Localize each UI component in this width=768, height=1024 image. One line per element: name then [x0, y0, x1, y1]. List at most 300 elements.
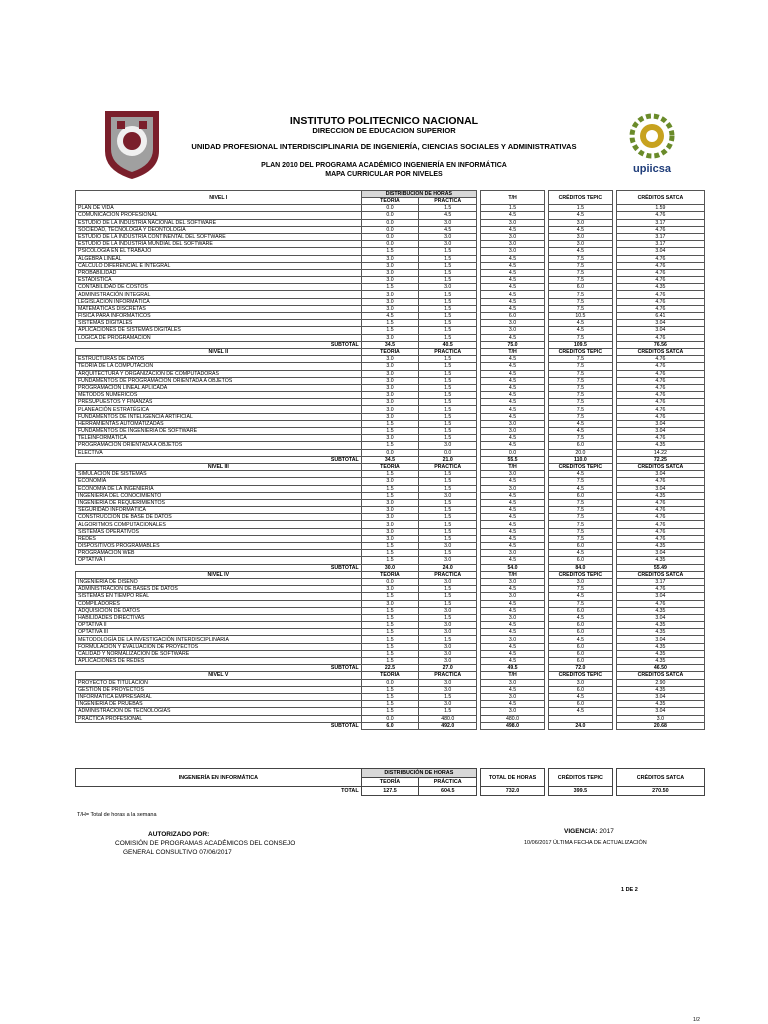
th-value: 3.0	[481, 219, 545, 226]
table-row	[76, 413, 705, 420]
subject-name: TEORÍA DE LA COMPUTACIÓN	[76, 363, 362, 370]
table-row	[76, 528, 705, 535]
subject-name: INGENIERÍA DEL CONOCIMIENTO	[76, 492, 362, 499]
tepic-value: 7.5	[548, 478, 612, 485]
subject-name: APLICACIONES DE SISTEMAS DIGITALES	[76, 327, 362, 334]
practice-value: 0.0	[419, 449, 477, 456]
th-value: 3.0	[481, 485, 545, 492]
th-value: 4.5	[481, 514, 545, 521]
total-practice: 604.5	[419, 787, 477, 796]
th-value: 3.0	[481, 327, 545, 334]
satca-value: 3.17	[616, 233, 704, 240]
th-value: 4.5	[481, 284, 545, 291]
th-value: 4.5	[481, 277, 545, 284]
subject-name: PROGRAMACIÓN ORIENTADA A OBJETOS	[76, 442, 362, 449]
tepic-header: CRÉDITOS TEPIC	[548, 348, 612, 355]
tepic-value: 3.0	[548, 219, 612, 226]
theory-value: 3.0	[361, 269, 419, 276]
theory-value: 1.5	[361, 650, 419, 657]
table-row	[76, 550, 705, 557]
th-value: 4.5	[481, 226, 545, 233]
theory-value: 1.5	[361, 693, 419, 700]
tepic-value: 6.0	[548, 686, 612, 693]
tepic-header: CRÉDITOS TEPIC	[548, 191, 612, 205]
tepic-value: 6.0	[548, 622, 612, 629]
satca-header: CRÉDITOS SATCA	[616, 191, 704, 205]
table-row	[76, 291, 705, 298]
total-satca: 270.50	[616, 787, 704, 796]
total-tepic: 399.5	[548, 787, 612, 796]
tepic-value: 6.0	[548, 442, 612, 449]
tepic-value: 3.0	[548, 578, 612, 585]
th-value: 4.5	[481, 499, 545, 506]
subject-name: HABILIDADES DIRECTIVAS	[76, 614, 362, 621]
th-value: 3.0	[481, 428, 545, 435]
tepic-value: 4.5	[548, 327, 612, 334]
satca-value: 4.35	[616, 701, 704, 708]
tepic-value: 7.5	[548, 291, 612, 298]
practice-value: 1.5	[419, 636, 477, 643]
subtotal-th: 498.0	[481, 722, 545, 729]
subject-name: PLAN DE VIDA	[76, 205, 362, 212]
tepic-value: 4.5	[548, 471, 612, 478]
satca-value: 3.17	[616, 219, 704, 226]
theory-value: 3.0	[361, 334, 419, 341]
practice-value: 1.5	[419, 471, 477, 478]
satca-value: 3.04	[616, 320, 704, 327]
theory-value: 1.5	[361, 636, 419, 643]
theory-value: 3.0	[361, 392, 419, 399]
tepic-value: 7.5	[548, 413, 612, 420]
th-value: 4.5	[481, 399, 545, 406]
table-row	[76, 219, 705, 226]
subtotal-practice: 492.0	[419, 722, 477, 729]
table-row	[76, 686, 705, 693]
page-indicator: 1 DE 2	[621, 887, 638, 893]
subtotal-practice: 40.5	[419, 341, 477, 348]
tepic-value: 6.0	[548, 701, 612, 708]
subtotal-row	[76, 456, 705, 463]
table-row	[76, 442, 705, 449]
column-gap	[612, 198, 616, 205]
satca-value: 3.04	[616, 636, 704, 643]
subject-name: ESTUDIO DE LA INDUSTRIA CONTINENTAL DEL SOFTWARE	[76, 233, 362, 240]
th-value: 1.5	[481, 205, 545, 212]
satca-value: 3.04	[616, 428, 704, 435]
subject-name: SISTEMAS OPERATIVOS	[76, 528, 362, 535]
subject-name: ESTUDIO DE LA INDUSTRIA NACIONAL DEL SOFTWARE	[76, 219, 362, 226]
practice-value: 3.0	[419, 650, 477, 657]
table-row	[76, 614, 705, 621]
practice-value: 1.5	[419, 420, 477, 427]
tepic-header: CRÉDITOS TEPIC	[548, 571, 612, 578]
satca-value: 3.04	[616, 550, 704, 557]
tepic-value: 6.0	[548, 557, 612, 564]
table-row	[76, 679, 705, 686]
practice-value: 3.0	[419, 543, 477, 550]
table-row	[76, 485, 705, 492]
subtotal-label: SUBTOTAL	[76, 564, 362, 571]
practice-value: 1.5	[419, 413, 477, 420]
practice-value: 1.5	[419, 320, 477, 327]
subject-name: FUNDAMENTOS DE INTELIGENCIA ARTIFICIAL	[76, 413, 362, 420]
commission-text: COMISIÓN DE PROGRAMAS ACADÉMICOS DEL CONSEJO	[115, 840, 296, 847]
theory-value: 0.0	[361, 715, 419, 722]
th-value: 4.5	[481, 629, 545, 636]
theory-value: 3.0	[361, 363, 419, 370]
table-row	[76, 514, 705, 521]
satca-value: 4.35	[616, 607, 704, 614]
council-text: GENERAL CONSULTIVO 07/06/2017	[123, 849, 232, 856]
tepic-value: 10.5	[548, 313, 612, 320]
tepic-value: 4.5	[548, 614, 612, 621]
satca-value: 4.76	[616, 255, 704, 262]
map-title: MAPA CURRICULAR POR NIVELES	[325, 171, 443, 178]
practice-value: 1.5	[419, 478, 477, 485]
table-row	[76, 693, 705, 700]
theory-value: 0.0	[361, 212, 419, 219]
totals-distribution-header: DISTRIBUCIÓN DE HORAS	[361, 769, 476, 778]
level-header-row	[76, 463, 705, 470]
tepic-value: 7.5	[548, 586, 612, 593]
satca-value: 4.35	[616, 622, 704, 629]
tepic-value: 7.5	[548, 392, 612, 399]
th-value: 4.5	[481, 262, 545, 269]
practice-value: 1.5	[419, 392, 477, 399]
theory-value: 1.5	[361, 701, 419, 708]
table-row	[76, 212, 705, 219]
theory-value: 3.0	[361, 435, 419, 442]
th-value: 4.5	[481, 269, 545, 276]
theory-value: 1.5	[361, 614, 419, 621]
tepic-value: 7.5	[548, 535, 612, 542]
totals-satca-header: CRÉDITOS SATCA	[616, 769, 704, 787]
theory-value: 3.0	[361, 514, 419, 521]
subtotal-practice: 21.0	[419, 456, 477, 463]
table-row	[76, 384, 705, 391]
subtotal-satca: 20.68	[616, 722, 704, 729]
svg-text:upiicsa: upiicsa	[633, 163, 671, 175]
table-row	[76, 226, 705, 233]
practice-value: 1.5	[419, 363, 477, 370]
subject-name: ALGORITMOS COMPUTACIONALES	[76, 521, 362, 528]
tepic-value: 7.5	[548, 528, 612, 535]
practice-value: 1.5	[419, 708, 477, 715]
table-row	[76, 248, 705, 255]
th-value: 4.5	[481, 643, 545, 650]
theory-value: 3.0	[361, 377, 419, 384]
theory-value: 3.0	[361, 600, 419, 607]
subtotal-th: 55.5	[481, 456, 545, 463]
satca-value: 4.76	[616, 377, 704, 384]
th-value: 4.5	[481, 586, 545, 593]
satca-header: CRÉDITOS SATCA	[616, 463, 704, 470]
tepic-value: 6.0	[548, 607, 612, 614]
subtotal-th: 54.0	[481, 564, 545, 571]
practice-value: 3.0	[419, 701, 477, 708]
th-value: 4.5	[481, 658, 545, 665]
th-value: 4.5	[481, 521, 545, 528]
subject-name: ADMINISTRACIÓN DE TECNOLOGÍAS	[76, 708, 362, 715]
subject-name: OPTATIVA II	[76, 622, 362, 629]
subtotal-th: 49.5	[481, 665, 545, 672]
table-row	[76, 305, 705, 312]
practice-value: 1.5	[419, 485, 477, 492]
theory-value: 3.0	[361, 305, 419, 312]
table-row	[76, 277, 705, 284]
subject-name: SIMULACIÓN DE SISTEMAS	[76, 471, 362, 478]
vigencia	[564, 828, 614, 835]
practice-value: 480.0	[419, 715, 477, 722]
theory-value: 3.0	[361, 384, 419, 391]
th-value: 3.0	[481, 578, 545, 585]
th-value: 3.0	[481, 320, 545, 327]
tepic-value: 7.5	[548, 399, 612, 406]
theory-value: 3.0	[361, 356, 419, 363]
practice-value: 3.0	[419, 629, 477, 636]
satca-value: 3.04	[616, 420, 704, 427]
satca-value: 3.04	[616, 708, 704, 715]
table-row	[76, 313, 705, 320]
tepic-value: 1.5	[548, 205, 612, 212]
theory-value: 1.5	[361, 708, 419, 715]
subject-name: FÍSICA PARA INFORMÁTICOS	[76, 313, 362, 320]
table-row	[76, 435, 705, 442]
satca-value: 3.17	[616, 578, 704, 585]
subtotal-row	[76, 722, 705, 729]
tepic-value: 4.5	[548, 593, 612, 600]
table-row	[76, 521, 705, 528]
subtotal-tepic: 24.0	[548, 722, 612, 729]
satca-value: 4.35	[616, 442, 704, 449]
tepic-value: 7.5	[548, 305, 612, 312]
theory-value: 1.5	[361, 593, 419, 600]
subtotal-satca: 55.49	[616, 564, 704, 571]
practice-value: 1.5	[419, 406, 477, 413]
practice-value: 1.5	[419, 248, 477, 255]
subject-name: HERRAMIENTAS AUTOMATIZADAS	[76, 420, 362, 427]
tepic-value: 6.0	[548, 658, 612, 665]
tepic-value: 4.5	[548, 420, 612, 427]
practice-value: 3.0	[419, 622, 477, 629]
practice-value: 3.0	[419, 658, 477, 665]
theory-value: 3.0	[361, 413, 419, 420]
subject-name: REDES	[76, 535, 362, 542]
theory-value: 4.5	[361, 313, 419, 320]
tepic-value: 6.0	[548, 284, 612, 291]
theory-value: 1.5	[361, 420, 419, 427]
tepic-value: 7.5	[548, 600, 612, 607]
theory-value: 1.5	[361, 492, 419, 499]
th-value: 4.5	[481, 435, 545, 442]
subject-name: COMPILADORES	[76, 600, 362, 607]
table-row	[76, 428, 705, 435]
tepic-value: 4.5	[548, 320, 612, 327]
subtotal-row	[76, 564, 705, 571]
table-row	[76, 715, 705, 722]
theory-value: 1.5	[361, 428, 419, 435]
satca-value: 4.76	[616, 269, 704, 276]
practice-value: 1.5	[419, 334, 477, 341]
theory-value: 1.5	[361, 629, 419, 636]
subject-name: ECONOMÍA DE LA INGENIERÍA	[76, 485, 362, 492]
theory-value: 3.0	[361, 399, 419, 406]
satca-value: 3.04	[616, 248, 704, 255]
subject-name: PLANEACIÓN ESTRATÉGICA	[76, 406, 362, 413]
table-row	[76, 708, 705, 715]
th-value: 4.5	[481, 377, 545, 384]
distribution-header: DISTRIBUCIÓN DE HORAS	[361, 191, 476, 198]
satca-value: 4.76	[616, 356, 704, 363]
theory-header: TEORÍA	[361, 571, 419, 578]
th-value: 3.0	[481, 471, 545, 478]
theory-value: 1.5	[361, 320, 419, 327]
practice-value: 3.0	[419, 284, 477, 291]
table-row	[76, 241, 705, 248]
practice-value: 1.5	[419, 298, 477, 305]
practice-value: 1.5	[419, 614, 477, 621]
satca-value: 4.76	[616, 262, 704, 269]
th-value: 3.0	[481, 708, 545, 715]
satca-value: 3.04	[616, 327, 704, 334]
satca-value: 4.35	[616, 284, 704, 291]
subject-name: PRESUPUESTOS Y FINANZAS	[76, 399, 362, 406]
satca-value: 4.35	[616, 658, 704, 665]
subject-name: SOCIEDAD, TECNOLOGÍA Y DEONTOLOGÍA	[76, 226, 362, 233]
th-header: T/H	[481, 463, 545, 470]
subject-name: PSICOLOGÍA EN EL TRABAJO	[76, 248, 362, 255]
tepic-value: 6.0	[548, 643, 612, 650]
practice-header: PRÁCTICA	[419, 198, 477, 205]
subtotal-row	[76, 665, 705, 672]
tepic-value: 7.5	[548, 370, 612, 377]
practice-value: 1.5	[419, 399, 477, 406]
th-value: 4.5	[481, 413, 545, 420]
satca-value: 4.76	[616, 291, 704, 298]
practice-value: 1.5	[419, 514, 477, 521]
tepic-value: 4.5	[548, 636, 612, 643]
th-value: 4.5	[481, 442, 545, 449]
subject-name: ARQUITECTURA Y ORGANIZACIÓN DE COMPUTADORAS	[76, 370, 362, 377]
th-value: 4.5	[481, 356, 545, 363]
practice-value: 3.0	[419, 557, 477, 564]
theory-value: 3.0	[361, 507, 419, 514]
theory-value: 0.0	[361, 226, 419, 233]
theory-value: 1.5	[361, 557, 419, 564]
level-name: NIVEL V	[76, 672, 362, 679]
subject-name: ADMINISTRACIÓN DE BASES DE DATOS	[76, 586, 362, 593]
theory-value: 1.5	[361, 643, 419, 650]
th-value: 4.5	[481, 701, 545, 708]
practice-value: 1.5	[419, 305, 477, 312]
tepic-value: 7.5	[548, 406, 612, 413]
practice-value: 1.5	[419, 428, 477, 435]
table-row	[76, 399, 705, 406]
subject-name: PROBABILIDAD	[76, 269, 362, 276]
th-value: 4.5	[481, 686, 545, 693]
th-value: 3.0	[481, 233, 545, 240]
satca-value: 3.04	[616, 693, 704, 700]
level-header-row	[76, 348, 705, 355]
practice-value: 3.0	[419, 442, 477, 449]
practice-value: 1.5	[419, 499, 477, 506]
th-value: 4.5	[481, 406, 545, 413]
level-header-row	[76, 571, 705, 578]
satca-value: 4.76	[616, 212, 704, 219]
satca-value: 4.76	[616, 334, 704, 341]
satca-value: 4.76	[616, 298, 704, 305]
subject-name: APLICACIONES DE REDES	[76, 658, 362, 665]
satca-value: 4.35	[616, 650, 704, 657]
th-value: 4.5	[481, 298, 545, 305]
th-value: 3.0	[481, 693, 545, 700]
tepic-value: 7.5	[548, 262, 612, 269]
subject-name: CONTABILIDAD DE COSTOS	[76, 284, 362, 291]
practice-header: PRÁCTICA	[419, 672, 477, 679]
th-value: 4.5	[481, 528, 545, 535]
satca-value: 4.76	[616, 507, 704, 514]
subtotal-satca: 46.50	[616, 665, 704, 672]
table-row	[76, 622, 705, 629]
th-value: 3.0	[481, 679, 545, 686]
satca-header: CRÉDITOS SATCA	[616, 348, 704, 355]
vigencia-label: VIGENCIA:	[564, 828, 598, 835]
subtotal-theory: 30.0	[361, 564, 419, 571]
tepic-value: 4.5	[548, 693, 612, 700]
subject-name: OPTATIVA I	[76, 557, 362, 564]
table-row	[76, 492, 705, 499]
satca-value: 4.76	[616, 370, 704, 377]
practice-value: 3.0	[419, 241, 477, 248]
practice-value: 1.5	[419, 528, 477, 535]
table-row	[76, 650, 705, 657]
satca-value: 4.76	[616, 305, 704, 312]
satca-value: 3.17	[616, 241, 704, 248]
authorized-label: AUTORIZADO POR:	[148, 831, 210, 838]
table-row	[76, 327, 705, 334]
column-gap	[477, 198, 481, 205]
satca-value: 3.04	[616, 485, 704, 492]
subject-name: FUNDAMENTOS DE INGENIERÍA DE SOFTWARE	[76, 428, 362, 435]
th-header: T/H	[481, 571, 545, 578]
subject-name: MATEMÁTICAS DISCRETAS	[76, 305, 362, 312]
th-value: 4.5	[481, 305, 545, 312]
satca-value: 3.04	[616, 593, 704, 600]
table-row	[76, 507, 705, 514]
th-value: 4.5	[481, 607, 545, 614]
practice-value: 1.5	[419, 370, 477, 377]
subject-name: INGENIERÍA DE DISEÑO	[76, 578, 362, 585]
th-value: 4.5	[481, 384, 545, 391]
level-name: NIVEL I	[76, 191, 362, 205]
practice-value: 1.5	[419, 327, 477, 334]
th-value: 4.5	[481, 535, 545, 542]
tepic-value: 4.5	[548, 428, 612, 435]
subject-name: DISPOSITIVOS PROGRAMABLES	[76, 543, 362, 550]
satca-value: 4.35	[616, 686, 704, 693]
satca-value: 4.76	[616, 528, 704, 535]
subject-name: ADMINISTRACIÓN INTEGRAL	[76, 291, 362, 298]
update-date: 10/06/2017 ÚLTIMA FECHA DE ACTUALIZACIÓN	[524, 840, 647, 846]
practice-value: 1.5	[419, 550, 477, 557]
satca-value: 4.76	[616, 226, 704, 233]
tepic-header: CRÉDITOS TEPIC	[548, 463, 612, 470]
th-header: T/H	[481, 672, 545, 679]
practice-value: 3.0	[419, 578, 477, 585]
th-value: 4.5	[481, 291, 545, 298]
theory-value: 3.0	[361, 298, 419, 305]
tepic-value: 7.5	[548, 499, 612, 506]
